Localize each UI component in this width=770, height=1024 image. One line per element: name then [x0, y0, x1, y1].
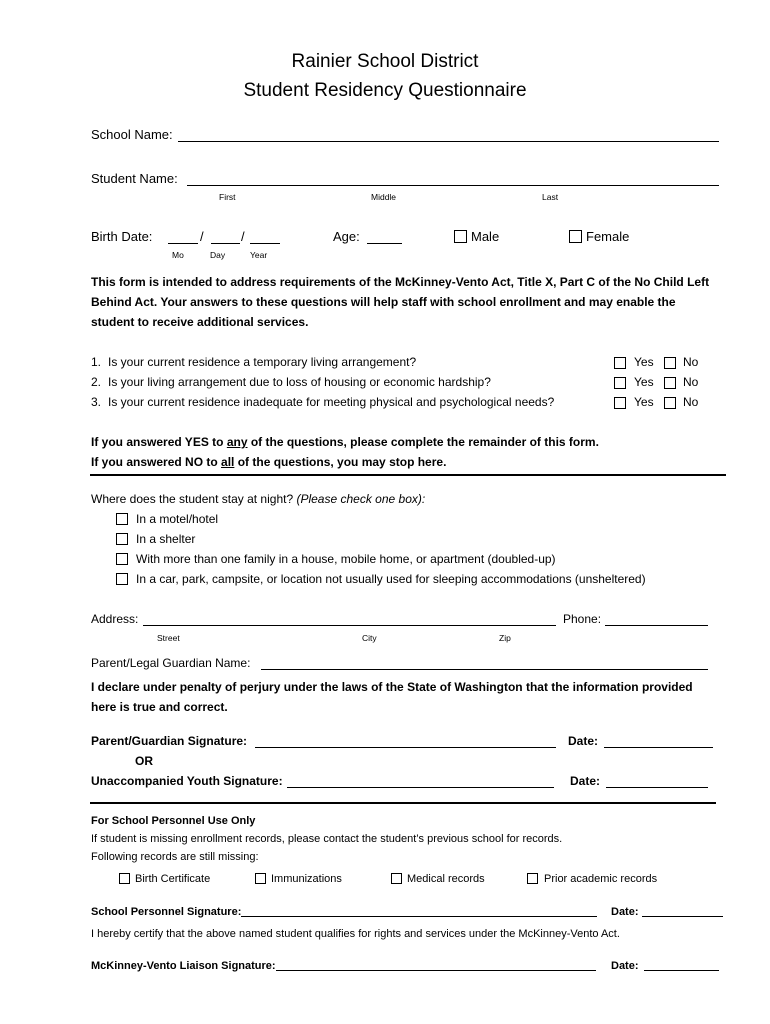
city-caption: City — [362, 633, 377, 643]
question-2-yes-label: Yes — [634, 375, 654, 389]
question-3-yes-checkbox[interactable] — [614, 397, 626, 409]
school-name-label: School Name: — [91, 127, 173, 142]
personnel-heading: For School Personnel Use Only — [91, 815, 256, 827]
question-3-yes-label: Yes — [634, 395, 654, 409]
female-label: Female — [586, 229, 630, 244]
question-3-no-checkbox[interactable] — [664, 397, 676, 409]
prior-academic-label: Prior academic records — [544, 873, 658, 885]
zip-caption: Zip — [499, 633, 511, 643]
year-caption: Year — [250, 250, 268, 260]
district-title: Rainier School District — [291, 51, 479, 72]
prior-academic-checkbox[interactable] — [527, 873, 538, 884]
motel-label: In a motel/hotel — [136, 512, 219, 526]
age-field[interactable] — [367, 243, 402, 244]
phone-field[interactable] — [605, 625, 708, 626]
yes-instruction: If you answered YES to any of the questions, please complete the remainder of this form. — [91, 435, 599, 449]
parent-signature-label: Parent/Guardian Signature: — [91, 734, 248, 748]
medical-records-label: Medical records — [407, 873, 485, 885]
question-3-number: 3. — [91, 395, 102, 409]
night-question: Where does the student stay at night? (Please check one box): — [91, 492, 426, 506]
motel-checkbox[interactable] — [116, 513, 128, 525]
shelter-label: In a shelter — [136, 532, 196, 546]
female-checkbox[interactable] — [569, 230, 582, 243]
question-1-text: Is your current residence a temporary living arrangement? — [108, 355, 417, 369]
intro-line: This form is intended to address requirements of the McKinney-Vento Act, Title X, Part C of the No Child Left — [91, 275, 710, 289]
liaison-date-label: Date: — [611, 960, 639, 972]
age-label: Age: — [333, 229, 360, 244]
male-label: Male — [471, 229, 500, 244]
staff-date-field[interactable] — [642, 916, 723, 917]
birth-certificate-label: Birth Certificate — [135, 873, 211, 885]
parent-signature-field[interactable] — [255, 747, 556, 748]
question-1-no-checkbox[interactable] — [664, 357, 676, 369]
question-2-yes-checkbox[interactable] — [614, 377, 626, 389]
unsheltered-checkbox[interactable] — [116, 573, 128, 585]
intro-line: Behind Act. Your answers to these questions will help staff with school enrollment and may enable the — [91, 295, 676, 309]
liaison-signature-field[interactable] — [276, 970, 596, 971]
address-label: Address: — [91, 612, 139, 626]
youth-date-field[interactable] — [606, 787, 708, 788]
form-title: Student Residency Questionnaire — [243, 80, 527, 101]
staff-signature-label: School Personnel Signature: — [91, 906, 242, 918]
personnel-line: If student is missing enrollment records, please contact the student’s previous school for records. — [91, 833, 563, 845]
birth-day-field[interactable] — [211, 243, 240, 244]
liaison-signature-label: McKinney-Vento Liaison Signature: — [91, 960, 276, 972]
declaration-line: I declare under penalty of perjury under the laws of the State of Washington that the information provided — [91, 680, 693, 694]
guardian-name-label: Parent/Legal Guardian Name: — [91, 656, 251, 670]
declaration-line: here is true and correct. — [91, 700, 228, 714]
student-name-label: Student Name: — [91, 171, 178, 186]
question-2-number: 2. — [91, 375, 102, 389]
birth-date-label: Birth Date: — [91, 229, 153, 244]
parent-date-field[interactable] — [604, 747, 713, 748]
question-2-text: Is your living arrangement due to loss of housing or economic hardship? — [108, 375, 491, 389]
immunizations-label: Immunizations — [271, 873, 342, 885]
street-caption: Street — [157, 633, 180, 643]
doubled-up-label: With more than one family in a house, mobile home, or apartment (doubled-up) — [136, 552, 556, 566]
personnel-divider — [90, 802, 716, 804]
staff-signature-field[interactable] — [241, 916, 597, 917]
parent-date-label: Date: — [568, 734, 599, 748]
address-field[interactable] — [143, 625, 556, 626]
youth-signature-label: Unaccompanied Youth Signature: — [91, 774, 283, 788]
youth-signature-field[interactable] — [287, 787, 554, 788]
middle-name-caption: Middle — [371, 192, 397, 202]
liaison-date-field[interactable] — [644, 970, 719, 971]
question-1-number: 1. — [91, 355, 102, 369]
birth-year-field[interactable] — [250, 243, 280, 244]
question-2-no-label: No — [683, 375, 699, 389]
month-caption: Mo — [172, 250, 184, 260]
immunizations-checkbox[interactable] — [255, 873, 266, 884]
first-name-caption: First — [219, 192, 236, 202]
intro-line: student to receive additional services. — [91, 315, 309, 329]
doubled-up-checkbox[interactable] — [116, 553, 128, 565]
phone-label: Phone: — [563, 612, 602, 626]
question-2-no-checkbox[interactable] — [664, 377, 676, 389]
question-3-text: Is your current residence inadequate for meeting physical and psychological needs? — [108, 395, 555, 409]
guardian-name-field[interactable] — [261, 669, 708, 670]
date-separator: / — [200, 229, 204, 244]
youth-date-label: Date: — [570, 774, 601, 788]
shelter-checkbox[interactable] — [116, 533, 128, 545]
birth-month-field[interactable] — [168, 243, 198, 244]
certify-statement: I hereby certify that the above named student qualifies for rights and services under the McKinney-Vento Act. — [91, 928, 620, 940]
medical-records-checkbox[interactable] — [391, 873, 402, 884]
birth-certificate-checkbox[interactable] — [119, 873, 130, 884]
male-checkbox[interactable] — [454, 230, 467, 243]
last-name-caption: Last — [542, 192, 559, 202]
question-1-no-label: No — [683, 355, 699, 369]
section-divider — [90, 474, 726, 476]
unsheltered-label: In a car, park, campsite, or location not usually used for sleeping accommodations (unsheltered) — [136, 572, 646, 586]
student-name-field[interactable] — [187, 185, 719, 186]
question-1-yes-checkbox[interactable] — [614, 357, 626, 369]
day-caption: Day — [210, 250, 226, 260]
question-1-yes-label: Yes — [634, 355, 654, 369]
or-label: OR — [135, 754, 153, 768]
school-name-field[interactable] — [178, 141, 719, 142]
date-separator: / — [241, 229, 245, 244]
personnel-line: Following records are still missing: — [91, 851, 259, 863]
staff-date-label: Date: — [611, 906, 639, 918]
no-instruction: If you answered NO to all of the questions, you may stop here. — [91, 455, 447, 469]
question-3-no-label: No — [683, 395, 699, 409]
